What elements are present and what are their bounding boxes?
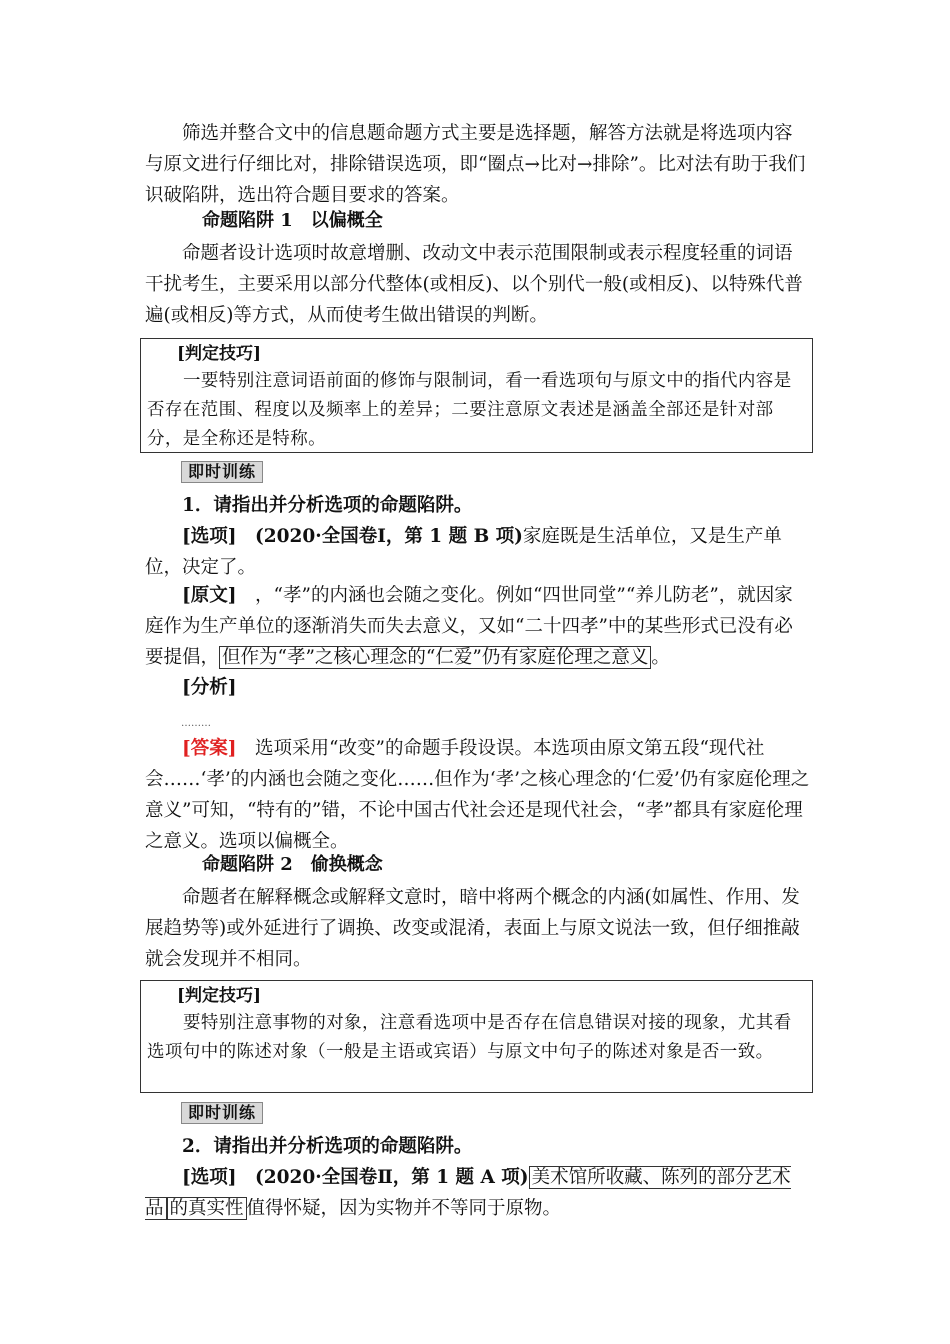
option-text: 家庭既是生活单位，又是生产单位，决定了。 <box>145 526 782 578</box>
answer-1 <box>145 733 810 857</box>
option-2 <box>145 1162 810 1224</box>
original-text: ，“孝”的内涵也会随之变化。例如“四世同堂”“养儿防老”，就因家庭作为生产单位的逐渐消失而失去意义，又如“二十四孝”中的某些形式已没有必要提倡， <box>145 585 793 668</box>
option-1 <box>145 521 810 583</box>
trap2-description: 命题者在解释概念或解释文意时，暗中将两个概念的内涵(如属性、作用、发展趋势等)或外延进行了调换、改变或混淆，表面上与原文说法一致，但仔细推敲就会发现并不相同。 <box>145 887 800 970</box>
tip-title: [判定技巧] <box>177 986 262 1006</box>
question-1: 1．请指出并分析选项的命题陷阱。 <box>182 495 473 516</box>
option-source: (2020·全国卷Ⅰ，第 1 题 B 项) <box>255 526 523 547</box>
analysis-label: [分析] <box>182 677 237 698</box>
option-boxed-text-1: 美术馆所收藏、陈列的部分艺术品 <box>145 1167 791 1219</box>
intro-paragraph: 筛选并整合文中的信息题命题方式主要是选择题，解答方法就是将选项内容与原文进行仔细比对，排除错误选项，即“圈点→比对→排除”。比对法有助于我们识破陷阱，选出符合题目要求的答案。 <box>145 123 806 206</box>
original-end: 。 <box>651 647 670 668</box>
analysis-1 <box>145 672 810 703</box>
answer-text: 选项采用“改变”的命题手段设误。本选项由原文第五段“现代社会……‘孝’的内涵也会随之变化……但作为‘孝’之核心理念的‘仁爱’仍有家庭伦理之意义”可知，“特有的”错，不论中国古代社会还是现代社会，“孝”都具有家庭伦理之意义。选项以偏概全。 <box>145 738 810 852</box>
answer-label: [答案] <box>182 738 237 759</box>
trap2-tip-box <box>140 980 813 1093</box>
training-label: 即时训练 <box>181 461 263 483</box>
trap1-heading: 命题陷阱 1 以偏概全 <box>202 210 383 231</box>
option-text: 值得怀疑，因为实物并不等同于原物。 <box>246 1198 562 1219</box>
option-boxed-text-2: 的真实性 <box>167 1197 247 1220</box>
trap1-tip-box <box>140 338 813 453</box>
trap1-description: 命题者设计选项时故意增删、改动文中表示范围限制或表示程度轻重的词语干扰考生，主要采用以部分代整体(或相反)、以个别代一般(或相反)、以特殊代普遍(或相反)等方式，从而使考生做出错误的判断。 <box>145 243 803 326</box>
original-boxed-text: 但作为“孝”之核心理念的“仁爱”仍有家庭伦理之意义 <box>219 646 651 669</box>
tip-body: 要特别注意事物的对象，注意看选项中是否存在信息错误对接的现象，尤其看选项句中的陈述对象（一般是主语或宾语）与原文中句子的陈述对象是否一致。 <box>147 1013 792 1062</box>
trap2-heading: 命题陷阱 2 偷换概念 <box>202 854 383 875</box>
question-2: 2．请指出并分析选项的命题陷阱。 <box>182 1136 473 1157</box>
original-1 <box>145 580 810 673</box>
option-label: [选项] <box>182 526 237 547</box>
original-label: [原文] <box>182 585 237 606</box>
tip-body: 一要特别注意词语前面的修饰与限制词，看一看选项句与原文中的指代内容是否存在范围、程度以及频率上的差异；二要注意原文表述是涵盖全部还是针对部分，是全称还是特称。 <box>147 371 792 449</box>
analysis-placeholder-dots: ……… <box>181 718 211 729</box>
training-label: 即时训练 <box>181 1102 263 1124</box>
option-source: (2020·全国卷Ⅱ，第 1 题 A 项) <box>255 1167 529 1188</box>
option-label: [选项] <box>182 1167 237 1188</box>
tip-title: [判定技巧] <box>177 344 262 364</box>
